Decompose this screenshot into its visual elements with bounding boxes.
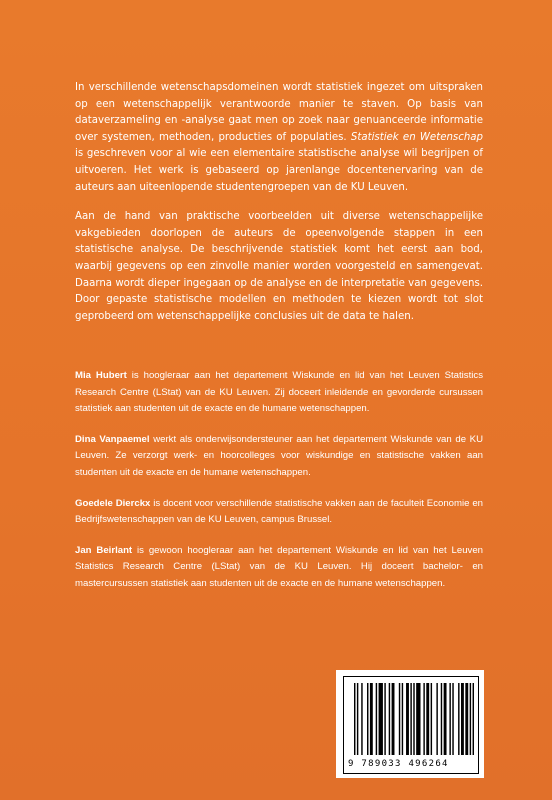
author-name: Jan Beirlant: [75, 544, 133, 556]
barcode-bar: [399, 683, 400, 755]
barcode-bar: [444, 683, 447, 755]
barcode-bar: [410, 683, 411, 755]
barcode-bar: [361, 683, 362, 755]
isbn-number: 9 789033 496264: [348, 759, 449, 769]
barcode-bars: [354, 683, 474, 755]
barcode-bar: [473, 683, 474, 755]
description-paragraph-2: Aan de hand van praktische voorbeelden uit diverse wetenschappelijke vakgebieden doorlopen de auteurs de opeenvolgende stappen in een statistische analyse. De beschrijvende statistiek komt het eerst aan bod, waarbij gegevens op een zinvolle manier worden voorgesteld en samengevat. Daarna wordt dieper ingegaan op de analyse en de interpretatie van gegevens. Door gepaste statistische modellen en methoden te kiezen wordt tot slot geprobeerd om wetenschappelijke conclusies uit de data te halen.: [75, 211, 483, 322]
book-title-italic: Statistiek en Wetenschap: [350, 131, 483, 143]
author-name: Goedele Dierckx: [75, 497, 151, 509]
barcode-bar: [367, 683, 368, 755]
barcode-bar: [449, 683, 450, 755]
description-text: is geschreven voor al wie een elementaire statistische analyse wil begrijpen of uitvoeren. Het werk is gebaseerd op jarenlange docentenervaring van de auteurs aan uiteenlopende studentengroepen van de KU Leuven.: [75, 148, 483, 193]
author-bios: [75, 368, 483, 607]
barcode-frame: [343, 676, 479, 774]
barcode-bar: [413, 683, 414, 755]
author-bio: [75, 432, 483, 482]
barcode-bar: [452, 683, 453, 755]
barcode-bar: [392, 683, 395, 755]
barcode-bar: [416, 683, 420, 755]
barcode-bar: [354, 683, 355, 755]
barcode-bar: [406, 683, 409, 755]
barcode-bar: [384, 683, 385, 755]
author-bio: [75, 368, 483, 418]
isbn-barcode: [336, 670, 484, 778]
author-bio: [75, 543, 483, 593]
barcode-bar: [376, 683, 377, 755]
author-bio-text: is gewoon hoogleraar aan het departement Wiskunde en lid van het Leuven Statistics Research Centre (LStat) van de KU Leuven. Hij doceert bachelor- en mastercursussen statistiek aan studenten uit de exacte en de humane wetenschappen.: [75, 544, 483, 589]
author-bio: [75, 496, 483, 529]
description-text: In verschillende wetenschapsdomeinen wordt statistiek ingezet om uitspraken op een wetenschappelijk verantwoorde manier te staven. Op basis van dataverzameling en -analyse gaat men op zoek naar genuanceerde informatie over systemen, methoden, producties of populaties.: [75, 82, 483, 143]
barcode-bar: [436, 683, 437, 755]
barcode-bar: [379, 683, 383, 755]
barcode-bar: [402, 683, 403, 755]
barcode-bar: [470, 683, 471, 755]
author-bio-text: werkt als onderwijsondersteuner aan het departement Wiskunde van de KU Leuven. Ze verzorgt werk- en hoorcolleges voor wiskundige en statistische vakken aan studenten uit de exacte en de humane wetenschappen.: [75, 433, 483, 478]
author-bio-text: is hoogleraar aan het departement Wiskunde en lid van het Leuven Statistics Research Centre (LStat) van de KU Leuven. Zij doceert inleidende en gevorderde cursussen statistiek aan studenten uit de exacte en de humane wetenschappen.: [75, 370, 483, 415]
barcode-bar: [431, 683, 432, 755]
barcode-bar: [461, 683, 464, 755]
barcode-bar: [370, 683, 373, 755]
book-description: [75, 80, 483, 338]
barcode-bar: [441, 683, 442, 755]
author-name: Mia Hubert: [75, 370, 127, 381]
barcode-bar: [426, 683, 429, 755]
barcode-bar: [465, 683, 468, 755]
barcode-bar: [423, 683, 424, 755]
author-bio-text: is docent voor verschillende statistische vakken aan de faculteit Economie en Bedrijfswetenschappen van de KU Leuven, campus Brussel.: [75, 497, 483, 526]
author-name: Dina Vanpaemel: [75, 433, 150, 445]
barcode-bar: [389, 683, 390, 755]
barcode-bar: [458, 683, 459, 755]
description-paragraph-1: [75, 80, 483, 196]
barcode-bar: [357, 683, 358, 755]
